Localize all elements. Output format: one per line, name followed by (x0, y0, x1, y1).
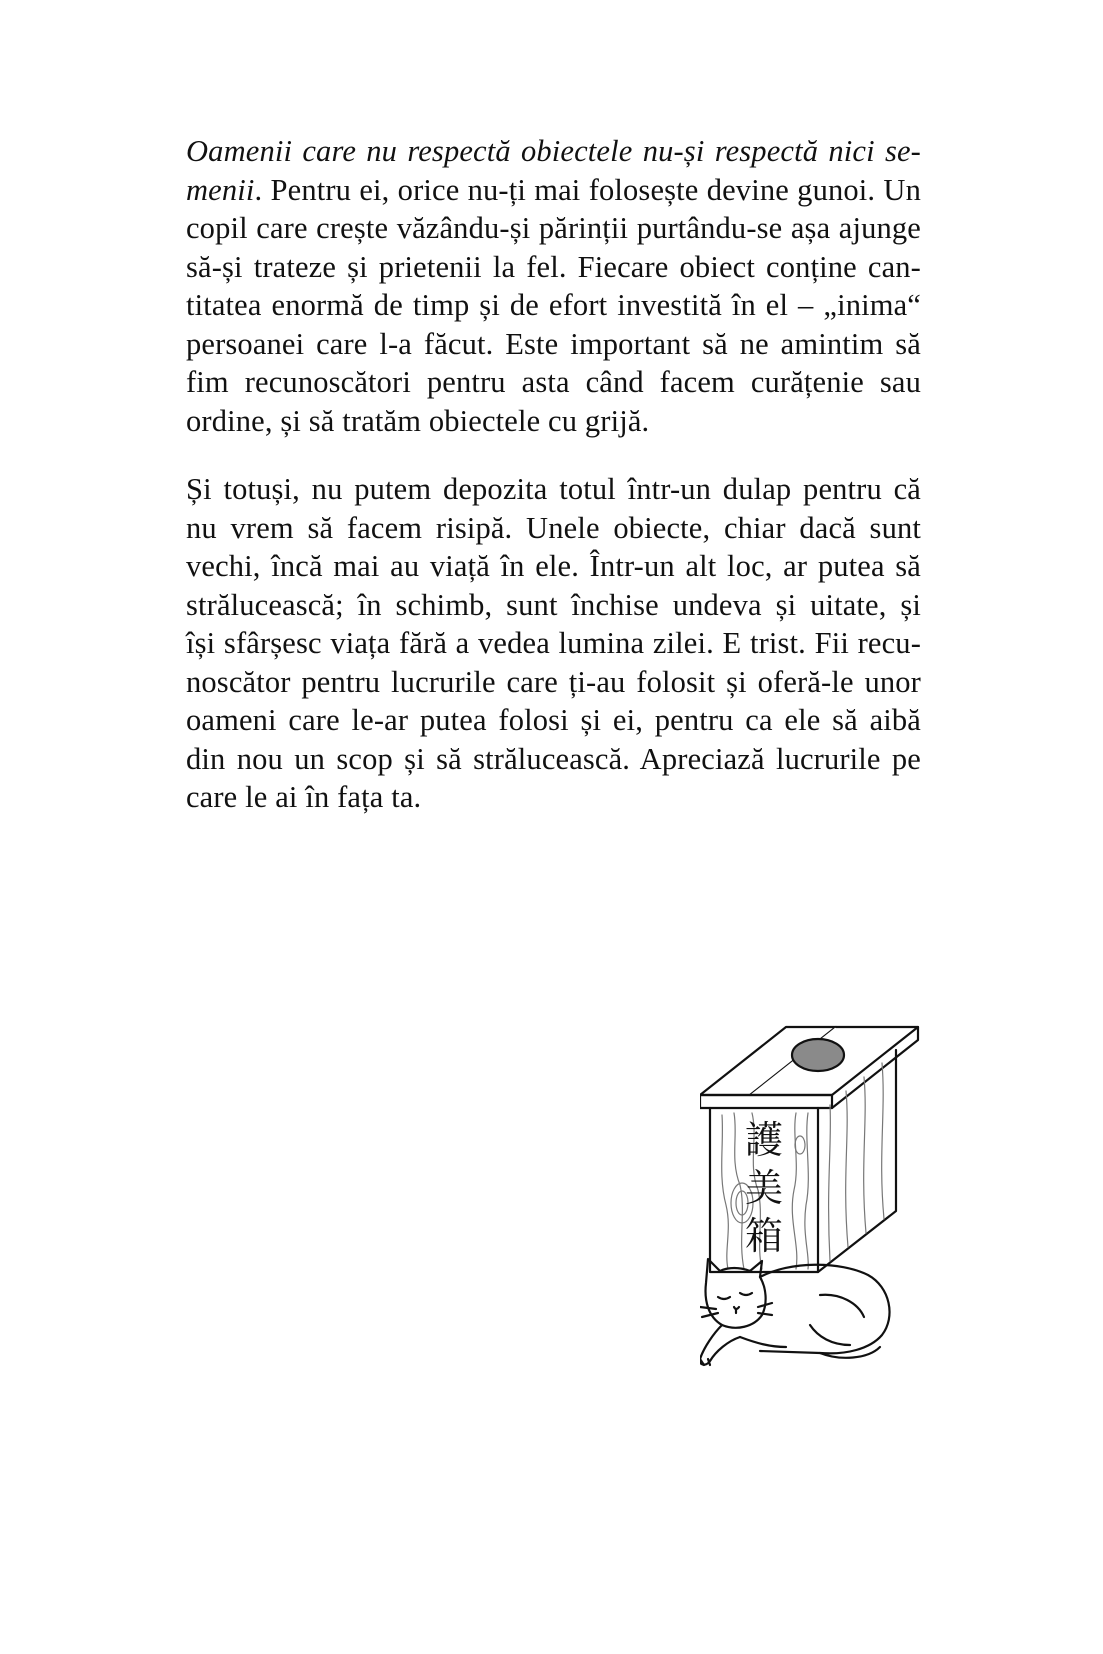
plain-text: fim recunoscători pentru asta când facem curățenie sau (186, 365, 921, 399)
paragraph-2-line: nu vrem să facem risipă. Unele obiecte, chiar dacă sunt (186, 510, 921, 545)
italic-text: Oamenii care nu respectă obiectele nu-și respectă nici se- (186, 134, 921, 168)
illustration-svg (700, 1025, 940, 1425)
plain-text: persoanei care l-a făcut. Este important să ne amintim să (186, 326, 921, 361)
paragraph-1-line (186, 363, 921, 402)
paragraph-1-line (186, 248, 921, 287)
paragraph-1-line (186, 402, 921, 441)
box-label-char: 美 (744, 1166, 784, 1210)
paragraph-2-line: care le ai în fața ta. (186, 780, 422, 814)
paragraph-1-line (186, 171, 921, 210)
paragraph-1-line (186, 286, 921, 325)
plain-text: copil care crește văzându-și părinții purtându-se așa ajunge (186, 211, 921, 245)
paragraph-2-line: își sfârșesc viața fără a vedea lumina zilei. E trist. Fii recu- (186, 626, 921, 660)
plain-text: . Pentru ei, orice nu-ți mai folosește devine gunoi. Un (254, 172, 921, 207)
box-label-char: 箱 (744, 1214, 784, 1258)
paragraph-2-line: din nou un scop și să strălucească. Apreciază lucrurile pe (186, 741, 921, 776)
plain-text: ordine, și să tratăm obiectele cu grijă. (186, 403, 650, 438)
paragraph-2 (186, 470, 921, 817)
paragraph-2-line: Și totuși, nu putem depozita totul într-un dulap pentru că (186, 472, 921, 506)
plain-text: să-și trateze și prietenii la fel. Fiecare obiect conține can- (186, 249, 921, 284)
sleeping-cat-icon (700, 1259, 890, 1365)
box-and-cat-illustration (700, 1025, 940, 1425)
plain-text: titatea enormă de timp și de efort investită în el – „inima“ (186, 288, 921, 322)
paragraph-1-line (186, 132, 921, 171)
paragraph-1 (186, 132, 921, 440)
italic-text: menii (186, 172, 255, 207)
paragraph-2-line: strălucească; în schimb, sunt închise undeva și uitate, și (186, 587, 921, 622)
paragraph-1-line (186, 325, 921, 364)
paragraph-2-line: noscător pentru lucrurile care ți-au folosit și oferă-le unor (186, 664, 921, 699)
paragraph-1-line (186, 209, 921, 248)
donation-box-icon (700, 1027, 918, 1272)
paragraph-2-line: oameni care le-ar putea folosi și ei, pentru ca ele să aibă (186, 703, 921, 737)
box-label (745, 1118, 783, 1258)
paragraph-2-line: vechi, încă mai au viață în ele. Într-un alt loc, ar putea să (186, 549, 921, 583)
box-label-char: 護 (744, 1118, 784, 1162)
